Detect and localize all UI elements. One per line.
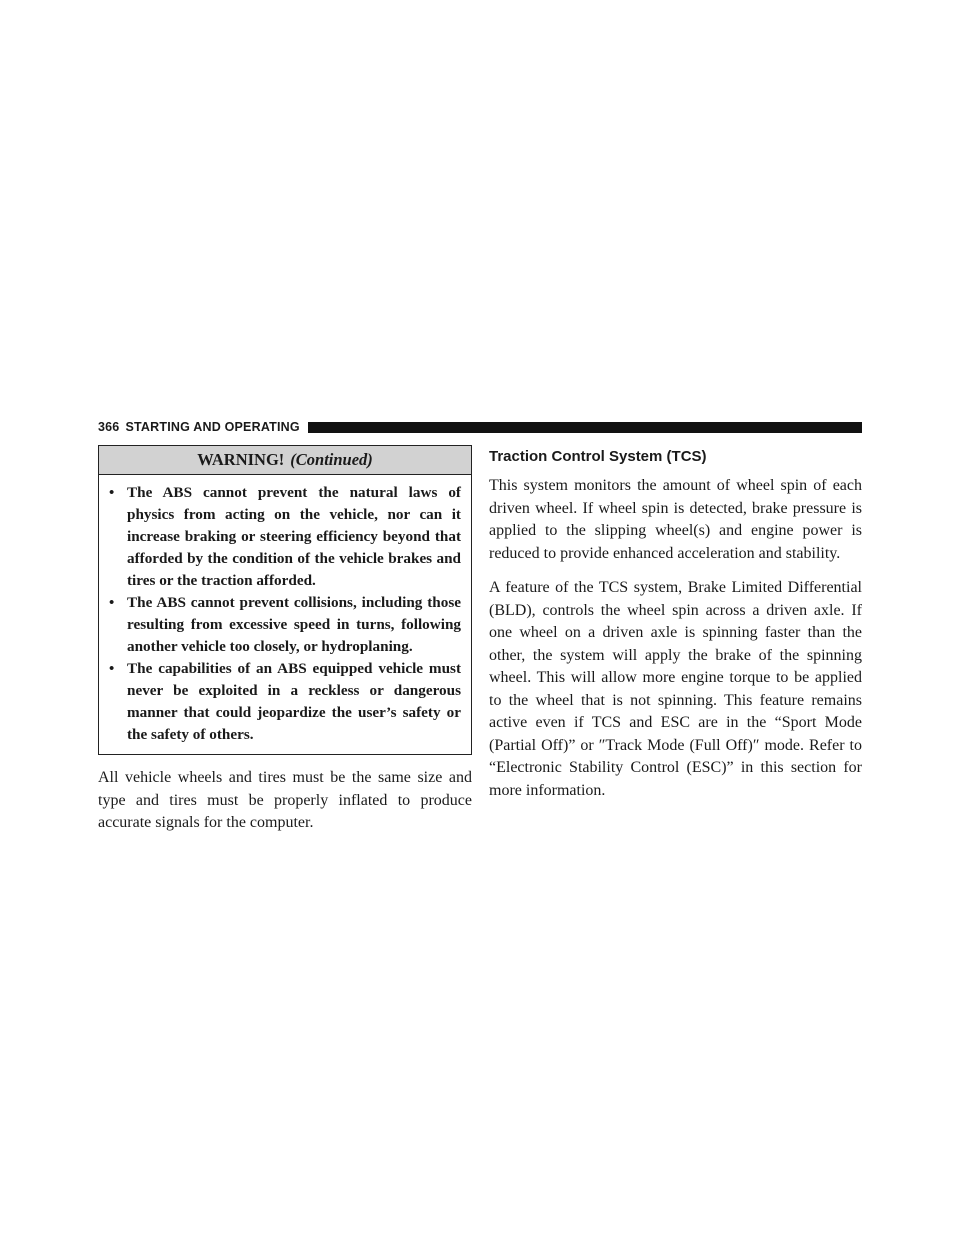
section-title: STARTING AND OPERATING (125, 420, 300, 434)
warning-item (109, 482, 461, 592)
right-column (489, 448, 862, 802)
left-column (98, 445, 472, 835)
tcs-paragraph-1: This system monitors the amount of wheel spin of each driven wheel. If wheel spin is detected, brake pressure is applied to the slipping wheel(s) and engine power is reduced to provide enhanced acceleration and stability. (489, 477, 862, 562)
page-header (98, 419, 862, 435)
page-number: 366 (98, 420, 120, 434)
bullet-icon: • (109, 661, 115, 677)
warning-item (109, 658, 461, 746)
warning-item (109, 592, 461, 658)
warning-box (98, 445, 472, 755)
warning-continued: (Continued) (290, 450, 373, 469)
tcs-paragraph-2: A feature of the TCS system, Brake Limited Differential (BLD), controls the wheel spin across a driven axle. If one wheel on a driven axle is spinning faster than the other, the system will apply the brake of the spinning wheel. This will allow more engine torque to be applied to the wheel that is not spinning. This feature remains active even if TCS and ESC are in the “Sport Mode (Partial Off)” or ″Track Mode (Full Off)″ mode. Refer to “Electronic Stability Control (ESC)” in this section for more information. (489, 579, 862, 799)
header-rule (308, 422, 862, 433)
tcs-heading: Traction Control System (TCS) (489, 448, 707, 465)
warning-header (99, 446, 471, 475)
warning-item-text: The ABS cannot prevent the natural laws of physics from acting on the vehicle, nor can it increase braking or steering efficiency beyond that afforded by the condition of the vehicle brakes and tires or the traction afforded. (127, 484, 461, 589)
warning-item-text: The ABS cannot prevent collisions, including those resulting from excessive speed in turns, following another vehicle too closely, or hydroplaning. (127, 594, 461, 655)
warning-item-text: The capabilities of an ABS equipped vehicle must never be exploited in a reckless or dangerous manner that could jeopardize the user’s safety or the safety of others. (127, 660, 461, 743)
bullet-icon: • (109, 485, 115, 501)
tires-paragraph: All vehicle wheels and tires must be the same size and type and tires must be properly inflated to produce accurate signals for the computer. (98, 769, 472, 831)
warning-list (99, 475, 471, 754)
bullet-icon: • (109, 595, 115, 611)
warning-title: WARNING! (197, 450, 285, 469)
